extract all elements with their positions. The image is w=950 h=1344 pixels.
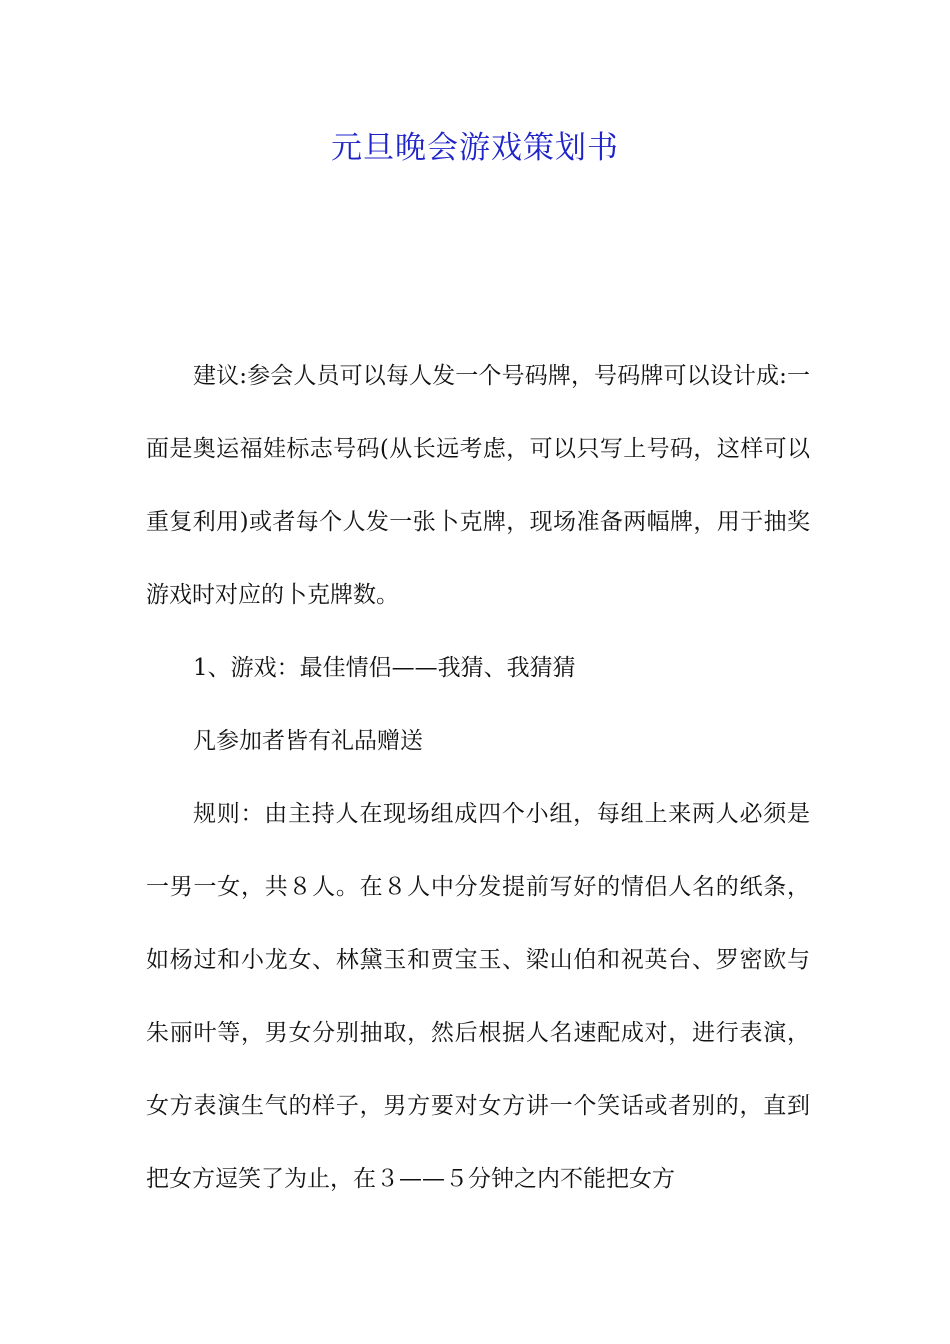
paragraph-rules: 规则：由主持人在现场组成四个小组，每组上来两人必须是一男一女，共８人。在８人中分发提前写好的情侣人名的纸条，如杨过和小龙女、林黛玉和贾宝玉、梁山伯和祝英台、罗密欧与朱丽叶等，男女分别抽取，然后根据人名速配成对，进行表演，女方表演生气的样子，男方要对女方讲一个笑话或者别的，直到把女方逗笑了为止，在３——５分钟之内不能把女方	[146, 801, 810, 1192]
paragraph-game-heading: 1、游戏：最佳情侣——我猜、我猜猜	[193, 655, 576, 681]
document-body	[146, 340, 810, 1216]
paragraph-gift-note: 凡参加者皆有礼品赠送	[193, 728, 423, 754]
document-title: 元旦晚会游戏策划书	[331, 130, 619, 166]
paragraph-suggestion: 建议:参会人员可以每人发一个号码牌，号码牌可以设计成:一面是奥运福娃标志号码(从长远考虑，可以只写上号码，这样可以重复利用)或者每个人发一张卜克牌，现场准备两幅牌，用于抽奖游戏时对应的卜克牌数。	[146, 363, 810, 608]
